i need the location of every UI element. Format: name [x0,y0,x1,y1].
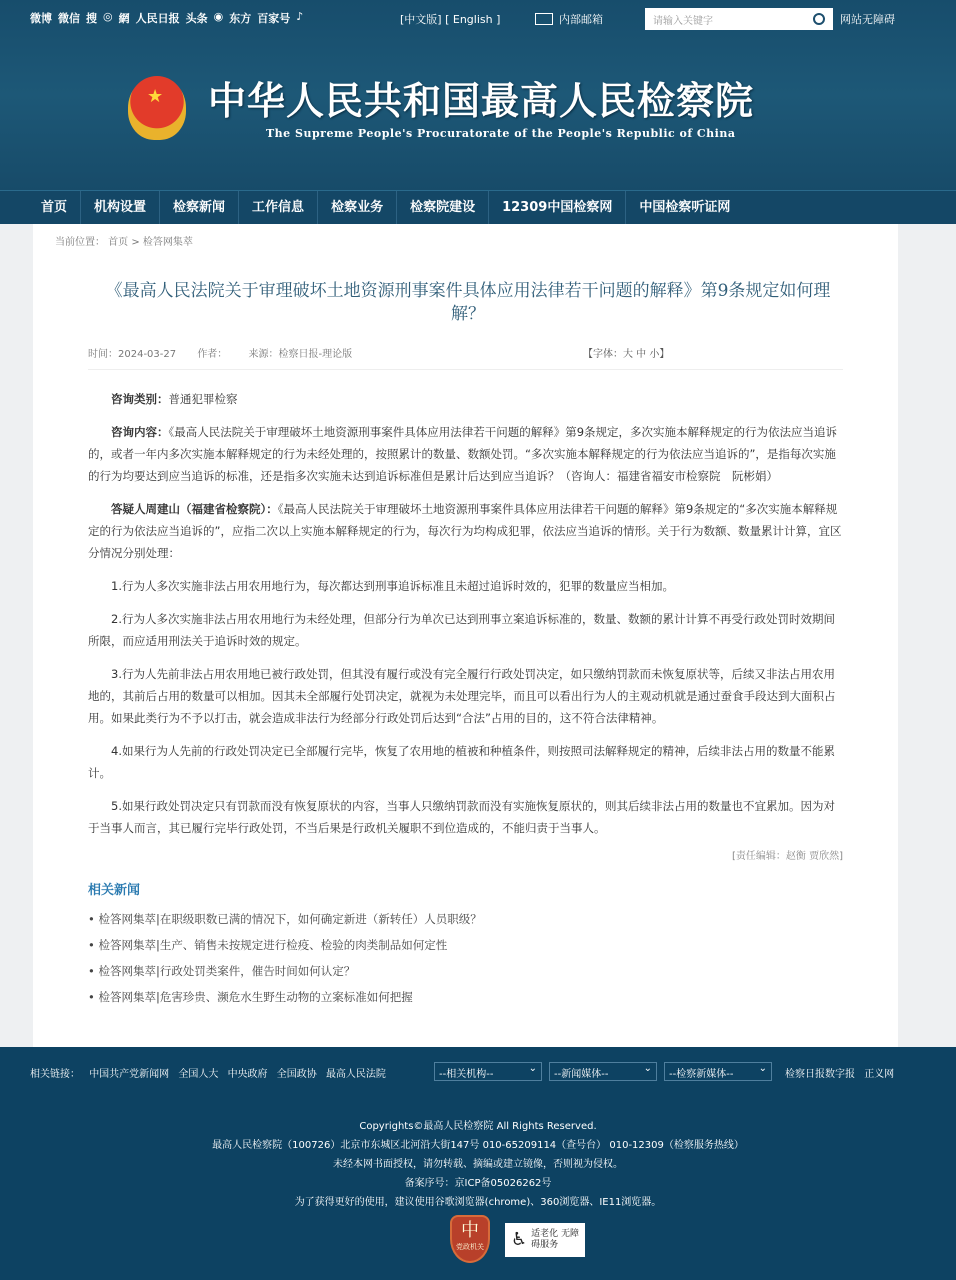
breadcrumb[interactable]: 当前位置： 首页 > 检答网集萃 [55,237,193,248]
douyin-icon[interactable]: ♪ [296,10,304,23]
notice-line: 未经本网书面授权，请勿转载、摘编或建立镜像，否则视为侵权。 [333,1159,623,1170]
top-bar [30,8,956,30]
elderly-accessibility-badge[interactable] [505,1223,585,1257]
question-paragraph [88,421,843,487]
wangyi-icon[interactable]: 網 [118,12,130,25]
point-3: 3.行为人先前非法占用农用地已被行政处罚，但其没有履行或没有完全履行行政处罚决定，如只缴纳罚款而未恢复原状等，后续又非法占用农用地的，其前后占用的数量可以相加。因其未全部履行处罚决定，就视为未处理完毕，而且可以看出行为人的主观动机就是通过蚕食手段达到大面积占用。如果此类行为不予以打击，就会造成非法行为经部分行政处罚后达到“合法”占用的目的，这不符合法律精神。 [88,667,836,725]
nav-business[interactable]: 检察业务 [318,191,397,224]
language-switch[interactable]: [中文版] [ English ] [400,13,501,26]
wechat-icon[interactable]: 微信 [58,12,80,25]
related-news-item[interactable]: • 检答网集萃|生产、销售未按规定进行检疫、检验的肉类制品如何定性 [88,938,448,952]
category-label: 咨询类别： [111,392,169,406]
nav-12309[interactable]: 12309中国检察网 [489,191,626,224]
wheelchair-icon: ♿ [511,1229,528,1250]
related-news-item[interactable]: • 检答网集萃|危害珍贵、濒危水生野生动物的立案标准如何把握 [88,990,413,1004]
footer-link[interactable]: 全国政协 [276,1069,317,1080]
internal-mail-link[interactable] [535,11,603,27]
baijiahao-icon[interactable]: 百家号 [257,12,291,25]
answer-label: 答疑人周建山（福建省检察院）： [111,502,278,516]
answer-paragraph [88,498,843,564]
government-site-badge-label: 党政机关 [456,1243,484,1251]
badge-label: 适老化 无障碍服务 [531,1229,580,1250]
government-site-badge-icon: 中 [461,1220,479,1241]
related-news [88,882,843,1010]
question-label: 咨询内容： [111,425,169,439]
national-emblem-icon [128,76,186,140]
footer-link[interactable]: 正义网 [864,1069,895,1080]
responsible-editor: [责任编辑：赵衡 贾欣然] [732,851,843,862]
sou-icon[interactable]: 搜 [86,12,97,25]
circle-icon[interactable]: ◉ [213,10,224,23]
point-1: 1.行为人多次实施非法占用农用地行为，每次都达到刑事追诉标准且未超过追诉时效的，犯罪的数量应当相加。 [111,579,674,593]
footer-right-links [785,1065,900,1080]
related-news-title: 相关新闻 [88,883,141,898]
site-subtitle: The Supreme People's Procuratorate of the People's Republic of China [266,127,736,140]
peoples-daily-icon[interactable]: 人民日报 [135,12,180,25]
related-orgs-select[interactable]: --相关机构-- ⌄ [434,1062,542,1081]
mail-label: 内部邮箱 [559,13,603,26]
article-title: 《最高人民法院关于审理破坏土地资源刑事案件具体应用法律若干问题的解释》第9条规定如何理解？ [105,281,831,324]
search-icon[interactable] [813,13,825,25]
address-line: 最高人民检察院（100726）北京市东城区北河沿大街147号 010-65209114（查号台） 010-12309（检察服务热线） [212,1140,744,1151]
toutiao-icon[interactable]: 头条 [185,12,208,25]
publish-time: 时间：2024-03-27 [88,349,177,360]
category-paragraph [88,388,843,410]
dongfang-icon[interactable]: 东方 [229,12,252,25]
footer-link[interactable]: 检察日报数字报 [785,1069,855,1080]
content-card [33,224,898,1047]
answer-text: 《最高人民法院关于审理破坏土地资源刑事案件具体应用法律若干问题的解释》第9条规定的“多次实施本解释规定的行为依法应当追诉的”，应指二次以上实施本解释规定的行为，每次行为均构成犯罪，依法应当追诉的情形。关于行为数额、数量累计计算，宜区分情况分别处理： [88,502,842,560]
point-5: 5.如果行政处罚决定只有罚款而没有恢复原状的内容，当事人只缴纳罚款而没有实施恢复原状的，则其后续非法占用的数量也不宜累加。因为对于当事人而言，其已履行完毕行政处罚，不当后果是行政机关履职不到位造成的，不能归责于当事人。 [88,799,835,835]
source: 来源：检察日报-理论版 [248,349,353,360]
site-title: 中华人民共和国最高人民检察院 [208,78,755,123]
news-media-select[interactable]: --新闻媒体-- ⌄ [549,1062,657,1081]
article-meta [88,348,843,370]
footer-link[interactable]: 最高人民法院 [325,1069,386,1080]
nav-hearing[interactable]: 中国检察听证网 [639,200,731,215]
point-4: 4.如果行为人先前的行政处罚决定已全部履行完毕，恢复了农用地的植被和种植条件，则按照司法解释规定的精神，后续非法占用的数量不能累计。 [88,744,835,780]
article-body [88,388,843,839]
accessibility-link[interactable]: 网站无障碍 [840,13,895,26]
social-links [30,10,303,26]
search-box[interactable] [645,8,833,30]
site-header [0,0,956,190]
weibo-icon[interactable]: 微博 [30,12,52,25]
browser-line: 为了获得更好的使用，建议使用谷歌浏览器(chrome)、360浏览器、IE11浏览器。 [294,1197,662,1208]
icp-line[interactable]: 备案序号：京ICP备05026262号 [404,1178,552,1189]
mail-icon [535,13,553,25]
footer-link[interactable]: 全国人大 [178,1069,219,1080]
category-value: 普通犯罪检察 [168,392,238,406]
nav-organization[interactable]: 机构设置 [81,191,160,224]
app-icon[interactable]: ◎ [103,10,113,23]
author: 作者： [197,349,228,360]
nav-work-info[interactable]: 工作信息 [239,191,318,224]
nav-construction[interactable]: 检察院建设 [397,191,489,224]
nav-home[interactable]: 首页 [28,191,81,224]
point-2: 2.行为人多次实施非法占用农用地行为未经处理，但部分行为单次已达到刑事立案追诉标准的，数量、数额的累计计算不再受行政处罚时效期间所限，而应适用刑法关于追诉时效的规定。 [88,612,835,648]
copyright-block [0,1117,956,1212]
site-footer [0,1047,956,1280]
footer-link[interactable]: 中国共产党新闻网 [89,1069,170,1080]
related-news-item[interactable]: • 检答网集萃|在职级职数已满的情况下，如何确定新进（新转任）人员职级？ [88,912,482,926]
font-size-switch[interactable]: 【字体：大 中 小】 [583,349,670,360]
footer-links [30,1065,392,1080]
search-input[interactable]: 请输入关键字 [653,15,713,27]
government-site-badge[interactable] [450,1215,490,1263]
question-text: 《最高人民法院关于审理破坏土地资源刑事案件具体应用法律若干问题的解释》第9条规定，多次实施本解释规定的行为依法应当追诉的，或者一年内多次实施本解释规定的行为未经处理的，按照累计的数量、数额处罚。“多次实施本解释规定的行为依法应当追诉的”，是指每次实施的行为均要达到应当追诉的标准，还是指多次实施未达到追诉标准但是累计后达到应当追诉？（咨询人：福建省福安市检察院 阮彬娟） [88,425,838,483]
footer-links-label: 相关链接： [30,1069,80,1080]
copyright-line: Copyrights©最高人民检察院 All Rights Reserved. [359,1121,597,1132]
related-news-item[interactable]: • 检答网集萃|行政处罚类案件，催告时间如何认定？ [88,964,356,978]
footer-link[interactable]: 中央政府 [227,1069,268,1080]
nav-news[interactable]: 检察新闻 [160,191,239,224]
main-nav [0,190,956,224]
procuratorate-media-select[interactable]: --检察新媒体-- ⌄ [664,1062,772,1081]
